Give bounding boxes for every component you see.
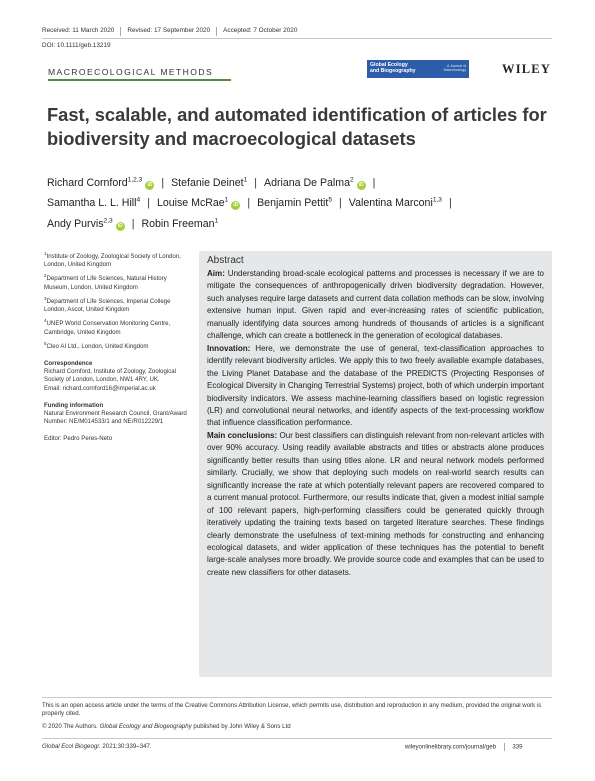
divider: [120, 27, 121, 36]
author-affiliation-sup: 5: [328, 196, 333, 204]
abstract-conclusions: [207, 430, 544, 579]
affiliation-number: 2: [44, 273, 47, 279]
affiliation-text: Department of Life Sciences, Natural History Museum, London, United Kingdom: [44, 275, 167, 291]
author-affiliation-sup: 2,3: [103, 217, 113, 225]
received-date: Received: 11 March 2020: [42, 27, 115, 34]
copyright-suffix: published by John Wiley & Sons Ltd: [191, 723, 291, 730]
affiliation-number: 3: [44, 295, 47, 301]
author-affiliation-sup: 1: [243, 176, 248, 183]
author-name: Richard Cornford: [47, 176, 128, 189]
orcid-icon[interactable]: iD: [358, 181, 364, 188]
author-name: Adriana De Palma: [264, 176, 350, 189]
footer-rule-bottom: [42, 738, 552, 739]
section-rule: [48, 79, 231, 81]
divider: [504, 743, 505, 751]
author-separator: |: [254, 176, 257, 189]
orcid-icon[interactable]: iD: [117, 222, 123, 229]
doi[interactable]: DOI: 10.1111/geb.13219: [42, 42, 111, 49]
article-title: Fast, scalable, and automated identification of articles for biodiversity and macroecological datasets: [47, 104, 547, 149]
footer-rule: [42, 697, 552, 698]
section-label: MACROECOLOGICAL METHODS: [48, 67, 214, 77]
funding-title: Funding information: [44, 401, 104, 409]
author-separator: |: [372, 176, 376, 189]
journal-name-line2: and Biogeography: [370, 68, 416, 74]
author[interactable]: [264, 177, 366, 189]
aim-text: Understanding broad-scale ecological patterns and processes is necessary if we are to mitigate the consequences of anthropogenically driven biodiversity degradation. However, such analyses require large datasets and current data collation methods can be slow, involving extensive human input. Given rapid and ever-increasing rates of scientific publication, manually identifying data sources among hundreds of thousands of articles is a significant challenge, which can create a bottleneck in the generation of ecological databases.: [207, 269, 544, 341]
abstract-box: [199, 251, 552, 677]
author-affiliation-sup: 1,3: [432, 196, 442, 204]
editor: Editor: Pedro Peres-Neto: [44, 435, 113, 443]
author-affiliation-sup: 1,2,3: [127, 176, 143, 183]
author-name: Robin Freeman: [141, 217, 215, 230]
copyright: [42, 723, 291, 730]
sidebar: [44, 250, 189, 444]
author[interactable]: [141, 218, 218, 230]
citation-journal: Global Ecol Biogeogr.: [42, 743, 101, 750]
author-affiliation-sup: 1: [214, 217, 219, 225]
affiliation-number: 4: [44, 318, 47, 324]
innovation-text: Here, we demonstrate the use of general, text-classification approaches to identify relevant biodiversity articles. We apply this to two freely available example databases, the Living Planet Database and the database of the PREDICTS (Projecting Responses of Ecological Diversity in Changing Terrestrial Systems) project, both of which underpin important biodiversity indicators. We assess machine-learning classifiers based on logistic regression (LR) and convolutional neural networks, and identify aspects of the text-processing workflow that influence classification performance.: [207, 343, 544, 428]
abstract-aim: [207, 268, 544, 343]
citation: [42, 743, 152, 750]
article-history: [42, 27, 297, 36]
aim-label: Aim:: [207, 269, 225, 278]
abstract-innovation: [207, 343, 544, 430]
journal-sub-line2: Macroecology: [443, 68, 466, 72]
affiliation: [44, 295, 189, 314]
journal-logo[interactable]: [367, 60, 469, 78]
affiliation-text: Cleo AI Ltd., London, United Kingdom: [46, 342, 149, 350]
author-affiliation-sup: 4: [136, 196, 141, 204]
orcid-icon[interactable]: iD: [147, 181, 153, 188]
journal-name-line1: Global Ecology: [370, 62, 408, 68]
author-affiliation-sup: 1: [224, 196, 229, 204]
author[interactable]: [157, 197, 240, 209]
affiliation-text: Department of Life Sciences, Imperial College London, Ascot, United Kingdom: [44, 297, 171, 314]
innovation-label: Innovation:: [207, 343, 251, 353]
journal-url[interactable]: wileyonlinelibrary.com/journal/geb: [405, 743, 496, 751]
author-name: Stefanie Deinet: [171, 176, 244, 189]
author-list: [47, 171, 557, 233]
author-name: Andy Purvis: [47, 217, 104, 230]
abstract-title: Abstract: [207, 255, 244, 266]
author[interactable]: [47, 177, 154, 189]
author[interactable]: [257, 197, 332, 209]
conclusions-label: Main conclusions:: [207, 430, 278, 440]
affiliation-number: 5: [44, 340, 47, 346]
funding-text: Natural Environment Research Council, Grant/Award Number: NE/M014533/1 and NE/R012229/1: [44, 410, 187, 426]
affiliation-number: 1: [44, 251, 47, 256]
author-separator: |: [448, 197, 452, 210]
author-separator: |: [161, 176, 165, 189]
affiliation: [44, 250, 189, 269]
correspondence-text: Richard Cornford, Institute of Zoology, Zoological Society of London, London, NW1 4RY, UK.: [44, 368, 176, 384]
author[interactable]: [47, 218, 125, 230]
author-separator: |: [339, 197, 342, 210]
header-rule: [42, 38, 552, 39]
correspondence-title: Correspondence: [44, 359, 93, 367]
accepted-date: Accepted: 7 October 2020: [223, 27, 298, 34]
author-name: Valentina Marconi: [348, 197, 433, 210]
orcid-icon[interactable]: iD: [233, 202, 239, 209]
correspondence-email[interactable]: Email: richard.cornford16@imperial.ac.uk: [44, 384, 156, 392]
conclusions-text: Our best classifiers can distinguish relevant from non-relevant articles with over 90% accuracy. Using readily available abstracts and titles or abstracts alone produces significantly better results than using titles alone. LR and neural network models performed similarly. Crucially, we show that deploying such models on real-world search results can significantly increase the rate at which potentially relevant papers are recovered compared to a current manual protocol. Furthermore, our results indicate that, given a modest initial sample of 100 relevant papers, high-performing classifiers could be generated quickly through iteratively updating the training texts based on targeted literature searches. These findings clearly demonstrate the usefulness of text-mining methods for constructing and enhancing ecological datasets, and wider application of these techniques has the potential to benefit large-scale analyses more broadly. We provide source code and examples that can be used to create new classifiers for other datasets.: [207, 430, 544, 577]
author-name: Louise McRae: [156, 197, 225, 210]
publisher-logo[interactable]: WILEY: [502, 62, 552, 76]
affiliation: [44, 340, 189, 351]
journal-sub-line1: A Journal of: [447, 64, 466, 68]
divider: [216, 27, 217, 36]
journal-site: [405, 743, 523, 751]
affiliation: [44, 272, 189, 291]
author-name: Samantha L. L. Hill: [47, 197, 137, 210]
abstract-text: [207, 268, 544, 579]
license-text: This is an open access article under the terms of the Creative Commons Attribution License, which permits use, distribution and reproduction in any medium, provided the original work is properly cited.: [42, 702, 542, 718]
author-affiliation-sup: 2: [349, 176, 354, 183]
journal-subtitle: [444, 64, 466, 72]
affiliation-text: UNEP World Conservation Monitoring Centre, Cambridge, United Kingdom: [44, 320, 171, 336]
revised-date: Revised: 17 September 2020: [127, 27, 211, 34]
author-separator: |: [131, 217, 135, 230]
author-separator: |: [147, 197, 150, 210]
author[interactable]: [349, 197, 442, 209]
copyright-prefix: © 2020 The Authors.: [42, 723, 100, 730]
citation-details: 2021;30:339–347.: [100, 743, 152, 750]
affiliation-text: Institute of Zoology, Zoological Society of London, London, United Kingdom: [44, 253, 181, 269]
author[interactable]: [47, 197, 140, 209]
copyright-journal: Global Ecology and Biogeography: [99, 723, 192, 730]
author-separator: |: [247, 197, 251, 210]
page-number: 339: [512, 743, 523, 751]
author-name: Benjamin Pettit: [257, 197, 329, 210]
affiliation: [44, 317, 189, 336]
affiliations: [44, 250, 189, 351]
author[interactable]: [171, 177, 247, 189]
